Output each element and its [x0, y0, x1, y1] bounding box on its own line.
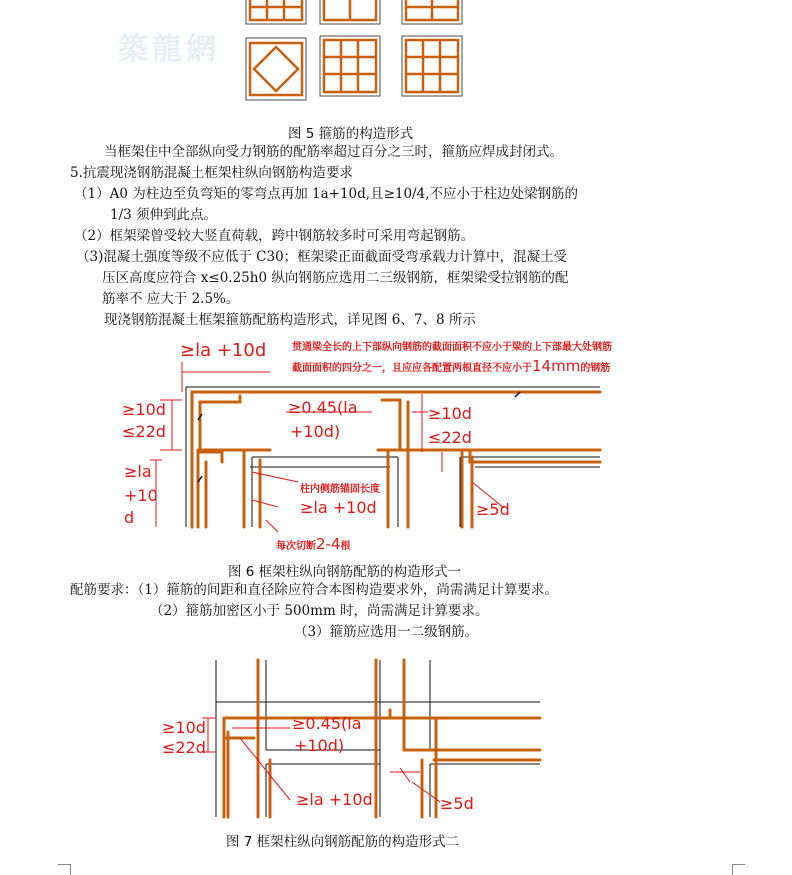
figure-5-caption: 图 5 箍筋的构造形式	[288, 126, 414, 142]
page-corner-mark	[58, 864, 71, 875]
figure-6-label-anchor: 柱内侧筋锚固长度	[300, 484, 380, 495]
figure-6-note-line2	[292, 357, 610, 375]
figure-6-label-left3: ≥la	[124, 462, 152, 481]
figure-6-note-line2-text: 截面面积的四分之一，且应应各配置两根直径不应小于	[292, 363, 532, 374]
figure-6-label-mid2: +10d)	[290, 422, 341, 441]
figure-6-label-right2: ≤22d	[428, 428, 472, 447]
figure-7-label-left2: ≤22d	[162, 738, 206, 757]
figure-6-note-line2-end: 的钢筋	[580, 363, 611, 374]
figure-7-label-bottom: ≥la +10d	[296, 790, 373, 809]
figure-7-caption: 图 7 框架柱纵向钢筋配筋的构造形式二	[226, 834, 460, 850]
paragraph-figure-reference: 现浇钢筋混凝土框架箍筋配筋构造形式，详见图 6、7、8 所示	[104, 312, 476, 328]
watermark: 築龍網	[118, 32, 220, 67]
figure-6-note-diameter: 14mm	[532, 357, 581, 375]
figure-7-label-mid2: +10d)	[294, 736, 345, 755]
figure-6-cut-count: 2-4	[316, 535, 341, 553]
figure-6-label-left4: +10	[124, 486, 158, 505]
figure-7-label-left1: ≥10d	[162, 718, 206, 737]
figure-6-note-line1: 贯通梁全长的上下部纵向钢筋的截面面积不应小于梁的上下部最大处钢筋	[292, 342, 612, 353]
paragraph-item-2: （2）框架梁曾受较大竖直荷载，跨中钢筋较多时可采用弯起钢筋。	[74, 228, 475, 244]
figure-6-cut-text: 每次切断	[276, 541, 316, 552]
requirement-2: （2）箍筋加密区小于 500mm 时，尚需满足计算要求。	[150, 603, 489, 619]
page-corner-mark	[732, 864, 745, 875]
figure-6-label-right3: ≥5d	[476, 500, 510, 519]
figure-6-label-top: ≥la +10d	[180, 340, 267, 361]
figure-6-caption: 图 6 框架柱纵向钢筋配筋的构造形式一	[228, 564, 462, 580]
figure-5-stirrup-diagram	[240, 0, 470, 105]
section-heading-5: 5.抗震现浇钢筋混凝土框架柱纵向钢筋构造要求	[70, 165, 353, 181]
figure-6-label-left5: d	[124, 508, 135, 527]
figure-6-label-cut	[276, 534, 351, 553]
requirement-3: （3）箍筋应选用一二级钢筋。	[294, 624, 479, 640]
paragraph-item-3: （3)混凝土强度等级不应低于 C30；框架梁正面截面受弯承载力计算中，混凝土受	[76, 249, 568, 265]
figure-7-label-mid1: ≥0.45(la	[292, 714, 362, 733]
figure-6-cut-end: 根	[340, 541, 351, 552]
figure-6-label-left2: ≤22d	[122, 422, 166, 441]
figure-6-label-left1: ≥10d	[122, 400, 166, 419]
figure-6-label-right1: ≥10d	[428, 404, 472, 423]
paragraph-item-3-cont1: 压区高度应符合 x≤0.25h0 纵向钢筋应选用二三级钢筋，框架梁受拉钢筋的配	[102, 270, 569, 286]
paragraph-item-1: （1）A0 为柱边至负弯矩的零弯点再加 1a+10d,且≥10/4,不应小于柱边处梁钢筋的	[74, 186, 578, 202]
paragraph-item-1-cont: 1/3 须伸到此点。	[110, 207, 218, 223]
figure-7-label-right: ≥5d	[440, 794, 474, 813]
requirement-1: 配筋要求：（1）箍筋的间距和直径除应符合本图构造要求外，尚需满足计算要求。	[70, 582, 558, 598]
paragraph-stirrup-welding: 当框架住中全部纵向受力钢筋的配筋率超过百分之三时，箍筋应焊成封闭式。	[104, 144, 563, 160]
paragraph-item-3-cont2: 筋率不 应大于 2.5%。	[102, 291, 240, 307]
figure-6-label-anchor-value: ≥la +10d	[300, 498, 377, 517]
figure-6-label-mid1: ≥0.45(la	[288, 398, 358, 417]
